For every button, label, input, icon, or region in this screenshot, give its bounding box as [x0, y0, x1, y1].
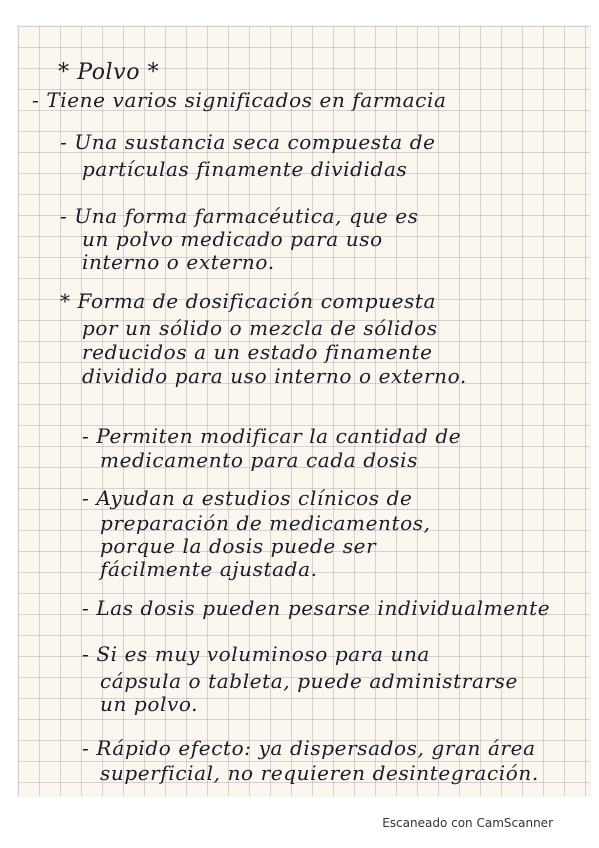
- note-line: porque la dosis puede ser: [100, 534, 377, 558]
- note-line: - Las dosis pueden pesarse individualmente: [82, 596, 551, 620]
- note-line: fácilmente ajustada.: [100, 557, 318, 581]
- note-line: - Una forma farmacéutica, que es: [60, 204, 419, 228]
- note-line: interno o externo.: [82, 250, 275, 274]
- note-line: un polvo medicado para uso: [82, 227, 383, 251]
- scanner-watermark: Escaneado con CamScanner: [382, 816, 553, 830]
- note-line: partículas finamente divididas: [82, 157, 408, 181]
- note-line: - Rápido efecto: ya dispersados, gran área: [82, 736, 536, 760]
- note-line: - Tiene varios significados en farmacia: [32, 88, 447, 112]
- note-line: * Forma de dosificación compuesta: [60, 289, 437, 313]
- note-line: - Permiten modificar la cantidad de: [82, 424, 462, 448]
- note-line: cápsula o tableta, puede administrarse: [100, 669, 518, 693]
- note-line: medicamento para cada dosis: [100, 448, 418, 472]
- note-line: - Si es muy voluminoso para una: [82, 642, 430, 666]
- note-line: superficial, no requieren desintegración.: [100, 761, 539, 785]
- note-line: - Una sustancia seca compuesta de: [60, 130, 436, 154]
- note-line: por un sólido o mezcla de sólidos: [82, 316, 438, 340]
- note-line: dividido para uso interno o externo.: [82, 364, 467, 388]
- note-line: - Ayudan a estudios clínicos de: [82, 486, 413, 510]
- note-line: reducidos a un estado finamente: [82, 340, 433, 364]
- note-title: * Polvo *: [58, 60, 160, 85]
- note-line: preparación de medicamentos,: [100, 511, 431, 535]
- note-line: un polvo.: [100, 692, 199, 716]
- notebook-page: [18, 26, 590, 796]
